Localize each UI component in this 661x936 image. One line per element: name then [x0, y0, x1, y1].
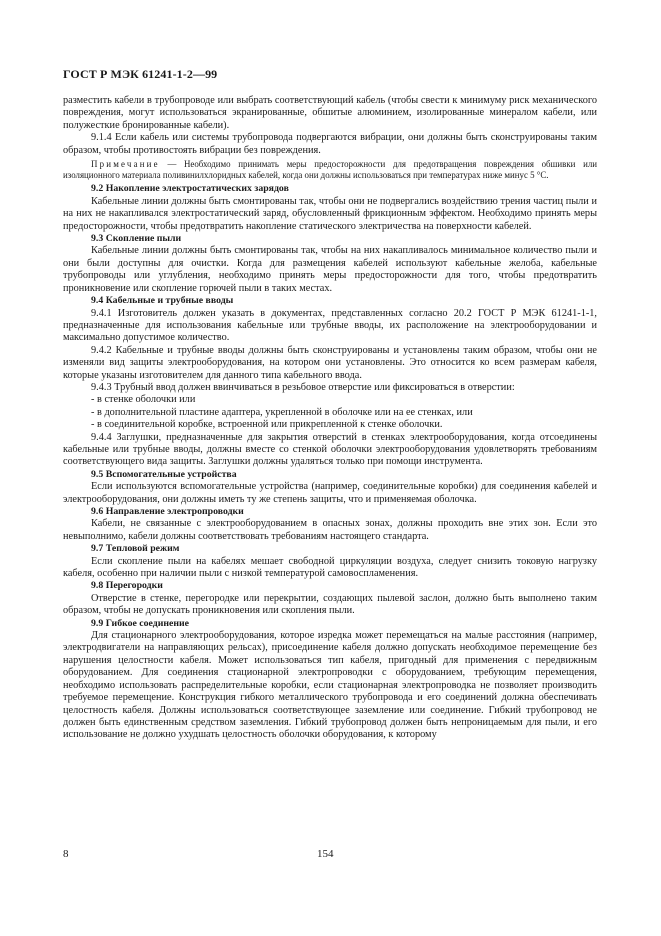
page-number-left: 8 — [63, 848, 69, 860]
paragraph-9-4-4: 9.4.4 Заглушки, предназначенные для закрытия отверстий в стенках электрооборудования, когда отсоединены кабельные или трубные вводы, должны вместе со стенкой оболочки электрооборудования удовлетворять требованиям соответствующего вида защиты. Заглушки должны удаляться только при помощи инструмента. — [63, 431, 597, 468]
heading-9-8: 9.8 Перегородки — [91, 580, 163, 592]
page-content — [63, 95, 597, 742]
heading-9-9: 9.9 Гибкое соединение — [91, 617, 190, 629]
list-item: - в дополнительной пластине адаптера, укрепленной в оболочке или на ее стенках, или — [91, 406, 473, 418]
heading-9-7: 9.7 Тепловой режим — [91, 543, 180, 555]
paragraph-9-1-4: 9.1.4 Если кабель или системы трубопровода подвергаются вибрации, они должны быть сконструированы таким образом, чтобы противостоять вибрации без повреждения. — [63, 132, 597, 156]
paragraph-9-4-2: 9.4.2 Кабельные и трубные вводы должны быть сконструированы и установлены таким образом, чтобы они не изменяли вид защиты электрооборудования, на котором они установлены. Это относится ко всем размерам кабеля, которые указаны изготовителем для данного типа кабельного ввода. — [63, 344, 597, 381]
document-header: ГОСТ Р МЭК 61241-1-2—99 — [63, 67, 218, 81]
heading-9-3: 9.3 Скопление пыли — [91, 233, 182, 245]
paragraph-9-5: Если используются вспомогательные устройства (например, соединительные коробки) для соединения кабелей и электрооборудования, они должны иметь ту же степень защиты, что и применяемая оболочка. — [63, 481, 597, 505]
heading-9-5: 9.5 Вспомогательные устройства — [91, 468, 237, 480]
paragraph-9-9: Для стационарного электрооборудования, которое изредка может перемещаться на малые расстояния (например, электродвигатели на направляющих рельсах), присоединение кабеля должно допускать необходимое перемещение без нарушения целостности кабеля. Может использоваться тип кабеля, пригодный для применения с передвижным оборудованием. Для соединения стационарной электропроводки с оборудованием, требующим перемещения, необходимо использовать распределительные коробки, если стационарная электропроводка не позволяет производить требуемое перемещение. Конструкция гибкого металлического трубопровода и его соединений должна обеспечивать целостность кабеля. Должны использоваться соответствующее заземление или соединение. Гибкий трубопровод не должен быть единственным средством заземления. Гибкий трубопровод должен быть непроницаемым для пыли, и его использование не должно ухудшать целостность оболочки оборудования, к которому — [63, 630, 597, 741]
note — [63, 159, 597, 181]
paragraph-9-2: Кабельные линии должны быть смонтированы так, чтобы они не подвергались воздействию трения частиц пыли и на них не накапливался электростатический заряд, обусловленный фрикционным эффектом. Необходимо принять меры предосторожности, чтобы предотвратить накопление статического электричества на поверхности кабелей. — [63, 195, 597, 232]
note-text: — Необходимо принимать меры предосторожности для предотвращения повреждения обшивки или изоляционного материала поливинилхлоридных кабелей, когда они должны использоваться при температурах ниже минус 5 °С. — [63, 159, 597, 181]
heading-9-2: 9.2 Накопление электростатических зарядов — [91, 183, 289, 195]
paragraph-9-4-3: 9.4.3 Трубный ввод должен ввинчиваться в резьбовое отверстие или фиксироваться в отверстии: — [91, 381, 515, 393]
paragraph-9-6: Кабели, не связанные с электрооборудованием в опасных зонах, должны проходить вне этих зон. Если это невыполнимо, кабели должны соответствовать требованиям настоящего стандарта. — [63, 518, 597, 542]
page-number-center: 154 — [317, 848, 334, 860]
paragraph-9-8: Отверстие в стенке, перегородке или перекрытии, создающих пылевой заслон, должно быть выполнено таким образом, чтобы не допускать проникновения или скопления пыли. — [63, 592, 597, 617]
paragraph-9-3: Кабельные линии должны быть смонтированы так, чтобы на них накапливалось минимальное количество пыли и они были доступны для очистки. Когда для размещения кабелей используют кабельные желоба, кабельные трубопроводы или углубления, необходимо принять меры предосторожности для того, чтобы предотвратить проникновение или скопление горючей пыли в таких местах. — [63, 245, 597, 294]
paragraph-9-4-1: 9.4.1 Изготовитель должен указать в документах, представленных согласно 20.2 ГОСТ Р МЭК 61241-1-1, предназначенные для использования кабельные или трубные вводы, их расположение на электрооборудовании и максимально допустимое количество. — [63, 307, 597, 344]
list-item: - в стенке оболочки или — [91, 394, 196, 406]
note-label: Примечание — [91, 159, 160, 170]
heading-9-6: 9.6 Направление электропроводки — [91, 506, 244, 517]
paragraph-continuation: разместить кабели в трубопроводе или выбрать соответствующий кабель (чтобы свести к минимуму риск механического повреждения, могут использоваться экранированные, обшитые алюминием, изолированные минералом кабели, или полужесткие бронированные кабели). — [63, 95, 597, 131]
paragraph-9-7: Если скопление пыли на кабелях мешает свободной циркуляции воздуха, следует снизить токовую нагрузку кабеля, особенно при наличии пыли с низкой температурой самовоспламенения. — [63, 555, 597, 580]
list-item: - в соединительной коробке, встроенной или прикрепленной к стенке оболочки. — [91, 419, 443, 431]
heading-9-4: 9.4 Кабельные и трубные вводы — [91, 295, 234, 307]
